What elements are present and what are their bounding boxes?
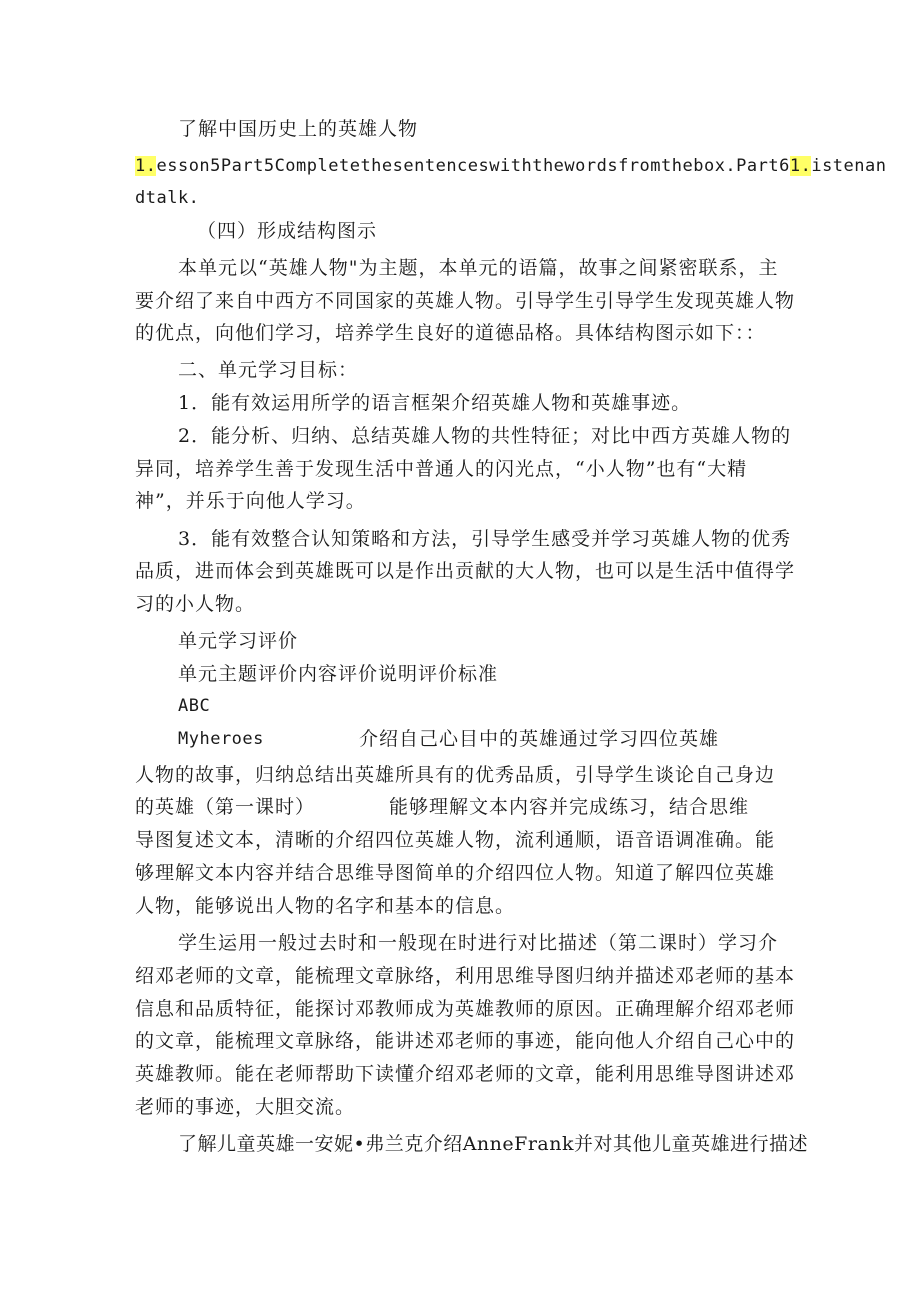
- section-heading: 单元学习评价: [178, 630, 299, 652]
- text-line: 了解儿童英雄一安妮•弗兰克介绍AnneFrank并对其他儿童英雄进行描述: [178, 1133, 808, 1155]
- text-segment: Myheroes: [178, 729, 264, 749]
- highlight-mark: 1.: [135, 156, 157, 176]
- text-line: 的文章，能梳理文章脉络，能讲述邓老师的事迹，能向他人介绍自己心中的: [135, 1030, 796, 1052]
- table-header-text: ABC: [178, 696, 211, 716]
- text-line: 本单元以“英雄人物"为主题，本单元的语篇，故事之间紧密联系，主: [178, 257, 779, 279]
- text-line: 神”，并乐于向他人学习。: [135, 490, 366, 512]
- text-line: 英雄教师。能在老师帮助下读懂介绍邓老师的文章，能利用思维导图讲述邓: [135, 1063, 796, 1085]
- section-heading: （四）形成结构图示: [197, 220, 378, 242]
- text-line: 习的小人物。: [135, 593, 256, 615]
- text-line: 信息和品质特征，能探讨邓教师成为英雄教师的原因。正确理解介绍邓老师: [135, 998, 796, 1020]
- text-line: 学生运用一般过去时和一般现在时进行对比描述（第二课时）学习介: [178, 932, 779, 954]
- highlight-mark: 1.: [789, 156, 812, 176]
- text-line: 导图复述文本，清晰的介绍四位英雄人物，流利通顺，语音语调准确。能: [135, 829, 776, 851]
- text-segment: 能够理解文本内容并完成练习，结合思维: [389, 796, 750, 818]
- text-line: 3．能有效整合认知策略和方法，引导学生感受并学习英雄人物的优秀: [178, 528, 792, 550]
- text-line: 异同，培养学生善于发现生活中普通人的闪光点，“小人物”也有“大精: [135, 458, 748, 480]
- text-segment: 介绍自己心目中的英雄通过学习四位英雄: [359, 728, 720, 750]
- text-line: 够理解文本内容并结合思维导图简单的介绍四位人物。知道了解四位英雄: [135, 862, 776, 884]
- text-line: 1．能有效运用所学的语言框架介绍英雄人物和英雄事迹。: [178, 392, 692, 414]
- text-line: 要介绍了来自中西方不同国家的英雄人物。引导学生引导学生发现英雄人物: [135, 290, 796, 312]
- text-line: 人物，能够说出人物的名字和基本的信息。: [135, 895, 516, 917]
- text-line: 品质，进而体会到英雄既可以是作出贡献的大人物，也可以是生活中值得学: [135, 560, 796, 582]
- table-header-text: 单元主题评价内容评价说明评价标准: [178, 663, 499, 685]
- text-line: 了解中国历史上的英雄人物: [178, 118, 419, 140]
- text-line: dtalk.: [135, 188, 200, 208]
- text-line-lesson: [135, 154, 886, 178]
- text-line: 2．能分析、归纳、总结英雄人物的共性特征；对比中西方英雄人物的: [178, 425, 792, 447]
- text-line: 的优点，向他们学习，培养学生良好的道德品格。具体结构图示如下：：: [135, 322, 766, 344]
- text-line: 老师的事迹，大胆交流。: [135, 1096, 356, 1118]
- text-segment: istenan: [811, 156, 887, 176]
- text-line: 人物的故事，归纳总结出英雄所具有的优秀品质，引导学生谈论自己身边: [135, 764, 776, 786]
- section-heading: 二、单元学习目标：: [178, 359, 359, 381]
- text-segment: 的英雄（第一课时）: [135, 796, 316, 818]
- text-line: 绍邓老师的文章，能梳理文章脉络，利用思维导图归纳并描述邓老师的基本: [135, 965, 796, 987]
- text-segment: esson5Part5Completethesentenceswiththewordsfromthebox.Part6: [156, 156, 790, 176]
